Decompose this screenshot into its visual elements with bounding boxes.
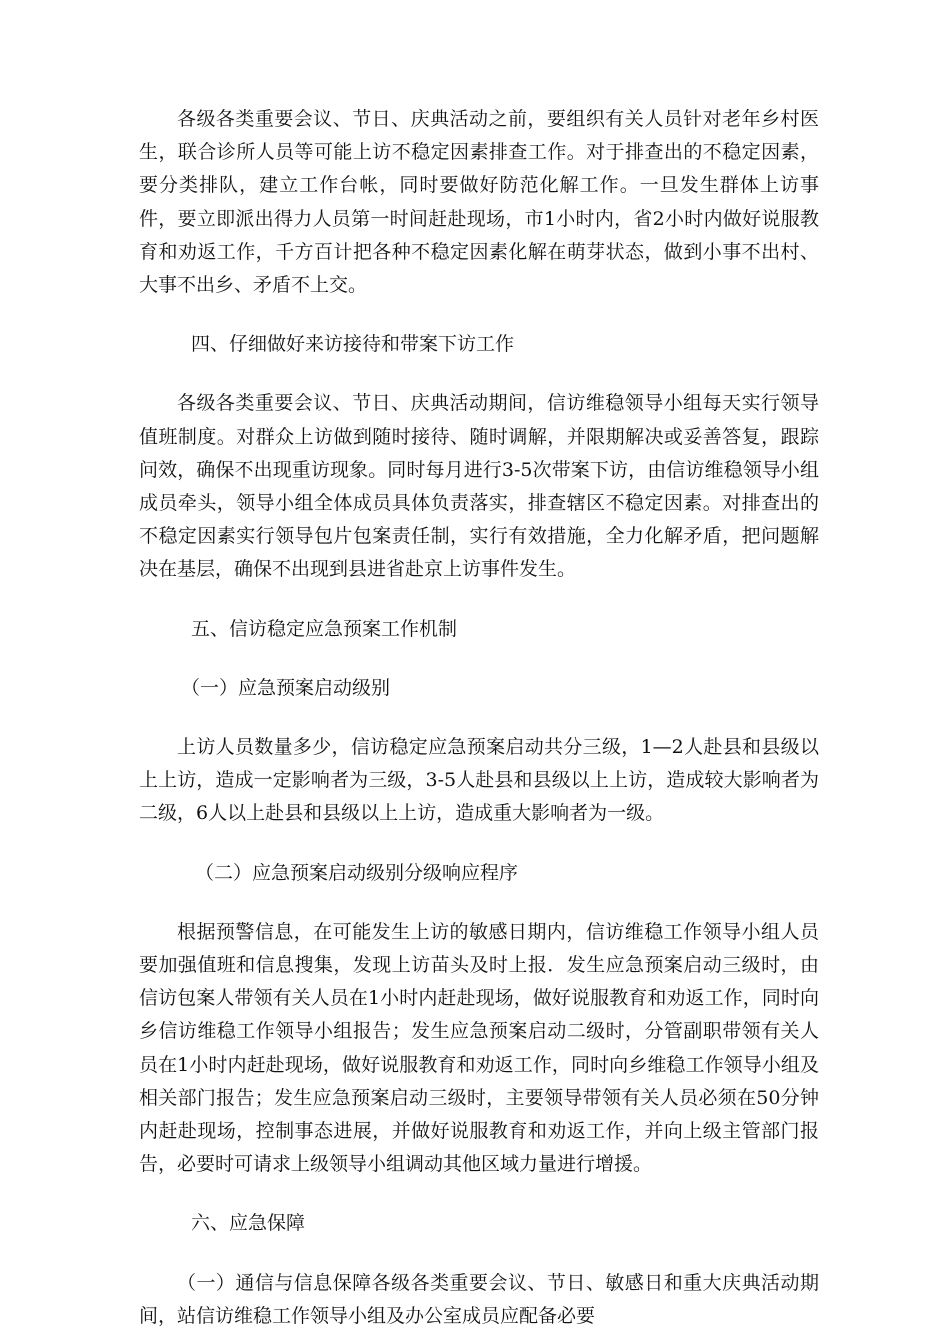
section-heading-4: 四、仔细做好来访接待和带案下访工作 bbox=[191, 333, 515, 356]
paragraph-response-procedure: 根据预警信息，在可能发生上访的敏感日期内，信访维稳工作领导小组人员要加强值班和信息搜集，发现上访苗头及时上报．发生应急预案启动三级时，由信访包案人带领有关人员在1小时内赶赴现场，做好说服教育和劝返工作，同时向乡信访维稳工作领导小组报告；发生应急预案启动二级时，分管副职带领有关人员在1小时内赶赴现场，做好说服教育和劝返工作，同时向乡维稳工作领导小组及相关部门报告；发生应急预案启动三级时，主要领导带领有关人员必须在50分钟内赶赴现场，控制事态进展，并做好说服教育和劝返工作，并向上级主管部门报告，必要时可请求上级领导小组调动其他区域力量进行增援。 bbox=[139, 920, 819, 1176]
document-body bbox=[139, 103, 819, 1333]
section-heading-5: 五、信访稳定应急预案工作机制 bbox=[191, 617, 458, 640]
paragraph-communication-guarantee: （一）通信与信息保障各级各类重要会议、节日、敏感日和重大庆典活动期间，站信访维稳工作领导小组及办公室成员应配备必要 bbox=[139, 1271, 819, 1327]
subsection-heading-5-1: （一）应急预案启动级别 bbox=[181, 676, 391, 699]
paragraph-reception-duty: 各级各类重要会议、节日、庆典活动期间，信访维稳领导小组每天实行领导值班制度。对群众上访做到随时接待、随时调解，并限期解决或妥善答复，跟踪问效，确保不出现重访现象。同时每月进行3-5次带案下访，由信访维稳领导小组成员牵头，领导小组全体成员具体负责落实，排查辖区不稳定因素。对排查出的不稳定因素实行领导包片包案责任制，实行有效措施，全力化解矛盾，把问题解决在基层，确保不出现到县进省赴京上访事件发生。 bbox=[139, 392, 819, 581]
paragraph-prevention-screening: 各级各类重要会议、节日、庆典活动之前，要组织有关人员针对老年乡村医生，联合诊所人员等可能上访不稳定因素排查工作。对于排查出的不稳定因素，要分类排队，建立工作台帐，同时要做好防范化解工作。一旦发生群体上访事件，要立即派出得力人员第一时间赶赴现场，市1小时内，省2小时内做好说服教育和劝返工作，千方百计把各种不稳定因素化解在萌芽状态，做到小事不出村、大事不出乡、矛盾不上交。 bbox=[139, 108, 819, 297]
paragraph-response-levels: 上访人员数量多少，信访稳定应急预案启动共分三级，1—2人赴县和县级以上上访，造成一定影响者为三级，3-5人赴县和县级以上上访，造成较大影响者为二级，6人以上赴县和县级以上上访，造成重大影响者为一级。 bbox=[139, 736, 819, 825]
subsection-heading-5-2: （二）应急预案启动级别分级响应程序 bbox=[195, 861, 519, 884]
section-heading-6: 六、应急保障 bbox=[191, 1212, 306, 1235]
